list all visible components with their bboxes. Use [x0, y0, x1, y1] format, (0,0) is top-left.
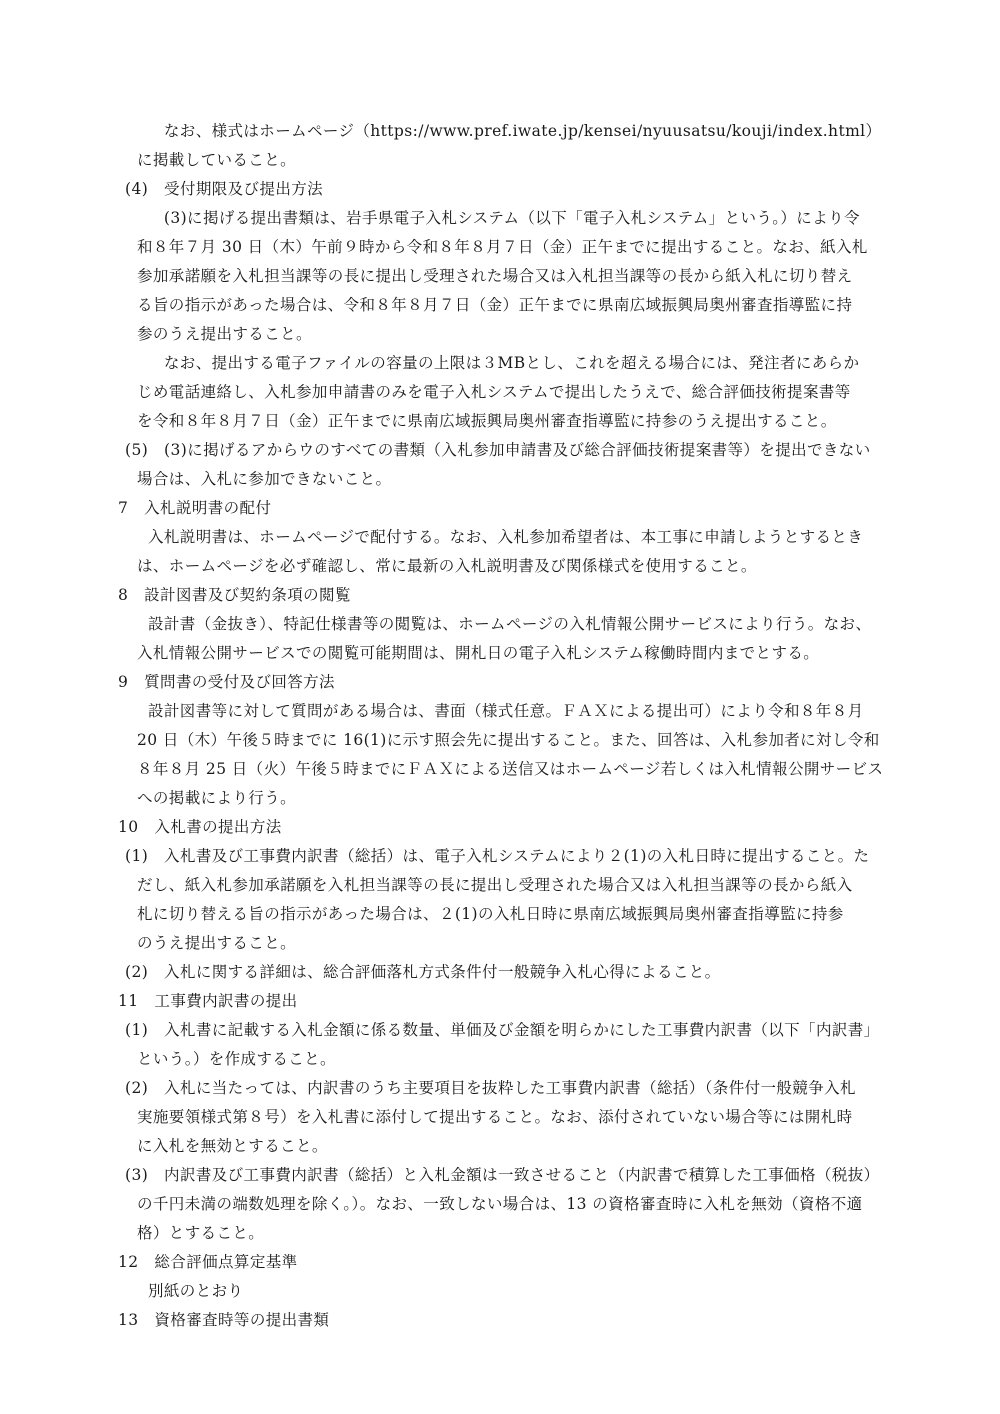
section-10-heading: 10 入札書の提出方法 [118, 818, 282, 836]
text-line: 格）とすること。 [137, 1224, 265, 1242]
text-line: を令和８年８月７日（金）正午までに県南広域振興局奥州審査指導監に持参のうえ提出すること。 [137, 412, 837, 430]
section-13-heading: 13 資格審査時等の提出書類 [118, 1311, 330, 1329]
text-line: なお、提出する電子ファイルの容量の上限は３MBとし、これを超える場合には、発注者にあらか [148, 354, 860, 372]
text-line: 入札説明書は、ホームページで配付する。なお、入札参加希望者は、本工事に申請しようとするとき [148, 528, 864, 546]
text-line: の千円未満の端数処理を除く。）。なお、一致しない場合は、13 の資格審査時に入札を無効（資格不適 [137, 1195, 863, 1213]
text-line: に掲載していること。 [137, 151, 297, 169]
text-line: への掲載により行う。 [137, 789, 297, 807]
text-line: という。）を作成すること。 [137, 1050, 336, 1068]
text-line: 場合は、入札に参加できないこと。 [137, 470, 392, 488]
text-line: 参加承諾願を入札担当課等の長に提出し受理された場合又は入札担当課等の長から紙入札に切り替え [137, 267, 853, 285]
text-line: じめ電話連絡し、入札参加申請書のみを電子入札システムで提出したうえで、総合評価技術提案書等 [137, 383, 851, 401]
text-line: ８年８月 25 日（火）午後５時までにＦＡＸによる送信又はホームページ若しくは入札情報公開サービス [137, 760, 884, 778]
section-8-heading: 8 設計図書及び契約条項の閲覧 [118, 586, 351, 604]
text-line: る旨の指示があった場合は、令和８年８月７日（金）正午までに県南広域振興局奥州審査指導監に持 [137, 296, 853, 314]
text-line: 設計書（金抜き）、特記仕様書等の閲覧は、ホームページの入札情報公開サービスにより行う。なお、 [148, 615, 872, 633]
text-line: 和８年７月 30 日（木）午前９時から令和８年８月７日（金）正午までに提出すること。なお、紙入札 [137, 238, 868, 256]
text-line: 参のうえ提出すること。 [137, 325, 312, 343]
section-7-heading: 7 入札説明書の配付 [118, 499, 272, 517]
section-12-heading: 12 総合評価点算定基準 [118, 1253, 298, 1271]
text-line: は、ホームページを必ず確認し、常に最新の入札説明書及び関係様式を使用すること。 [137, 557, 757, 575]
item-10-2: (2) 入札に関する詳細は、総合評価落札方式条件付一般競争入札心得によること。 [125, 963, 721, 981]
item-5: (5) (3)に掲げるアからウのすべての書類（入札参加申請書及び総合評価技術提案書等）を提出できない [125, 441, 871, 459]
item-10-1: (1) 入札書及び工事費内訳書（総括）は、電子入札システムにより２(1)の入札日時に提出すること。た [125, 847, 870, 865]
text-line: 実施要領様式第８号）を入札書に添付して提出すること。なお、添付されていない場合等には開札時 [137, 1108, 853, 1126]
section-9-heading: 9 質問書の受付及び回答方法 [118, 673, 335, 691]
text-line: (3)に掲げる提出書類は、岩手県電子入札システム（以下「電子入札システム」という。）により令 [148, 209, 860, 227]
text-line: 20 日（木）午後５時までに 16(1)に示す照会先に提出すること。また、回答は、入札参加者に対し令和 [137, 731, 880, 749]
item-11-3: (3) 内訳書及び工事費内訳書（総括）と入札金額は一致させること（内訳書で積算した工事価格（税抜） [125, 1166, 880, 1184]
text-line: だし、紙入札参加承諾願を入札担当課等の長に提出し受理された場合又は入札担当課等の長から紙入 [137, 876, 853, 894]
text-line: 別紙のとおり [148, 1282, 244, 1300]
text-line: 入札情報公開サービスでの閲覧可能期間は、開札日の電子入札システム稼働時間内までとする。 [137, 644, 820, 662]
text-line: に入札を無効とすること。 [137, 1137, 328, 1155]
text-line: なお、様式はホームページ（https://www.pref.iwate.jp/kensei/nyuusatsu/kouji/index.html） [148, 122, 882, 140]
text-line: のうえ提出すること。 [137, 934, 297, 952]
heading-4: (4) 受付期限及び提出方法 [125, 180, 324, 198]
item-11-2: (2) 入札に当たっては、内訳書のうち主要項目を抜粋した工事費内訳書（総括）（条件付一般競争入札 [125, 1079, 856, 1097]
text-line: 設計図書等に対して質問がある場合は、書面（様式任意。ＦＡＸによる提出可）により令和８年８月 [148, 702, 864, 720]
section-11-heading: 11 工事費内訳書の提出 [118, 992, 298, 1010]
text-line: 札に切り替える旨の指示があった場合は、２(1)の入札日時に県南広域振興局奥州審査指導監に持参 [137, 905, 844, 923]
item-11-1: (1) 入札書に記載する入札金額に係る数量、単価及び金額を明らかにした工事費内訳書（以下「内訳書」 [125, 1021, 880, 1039]
